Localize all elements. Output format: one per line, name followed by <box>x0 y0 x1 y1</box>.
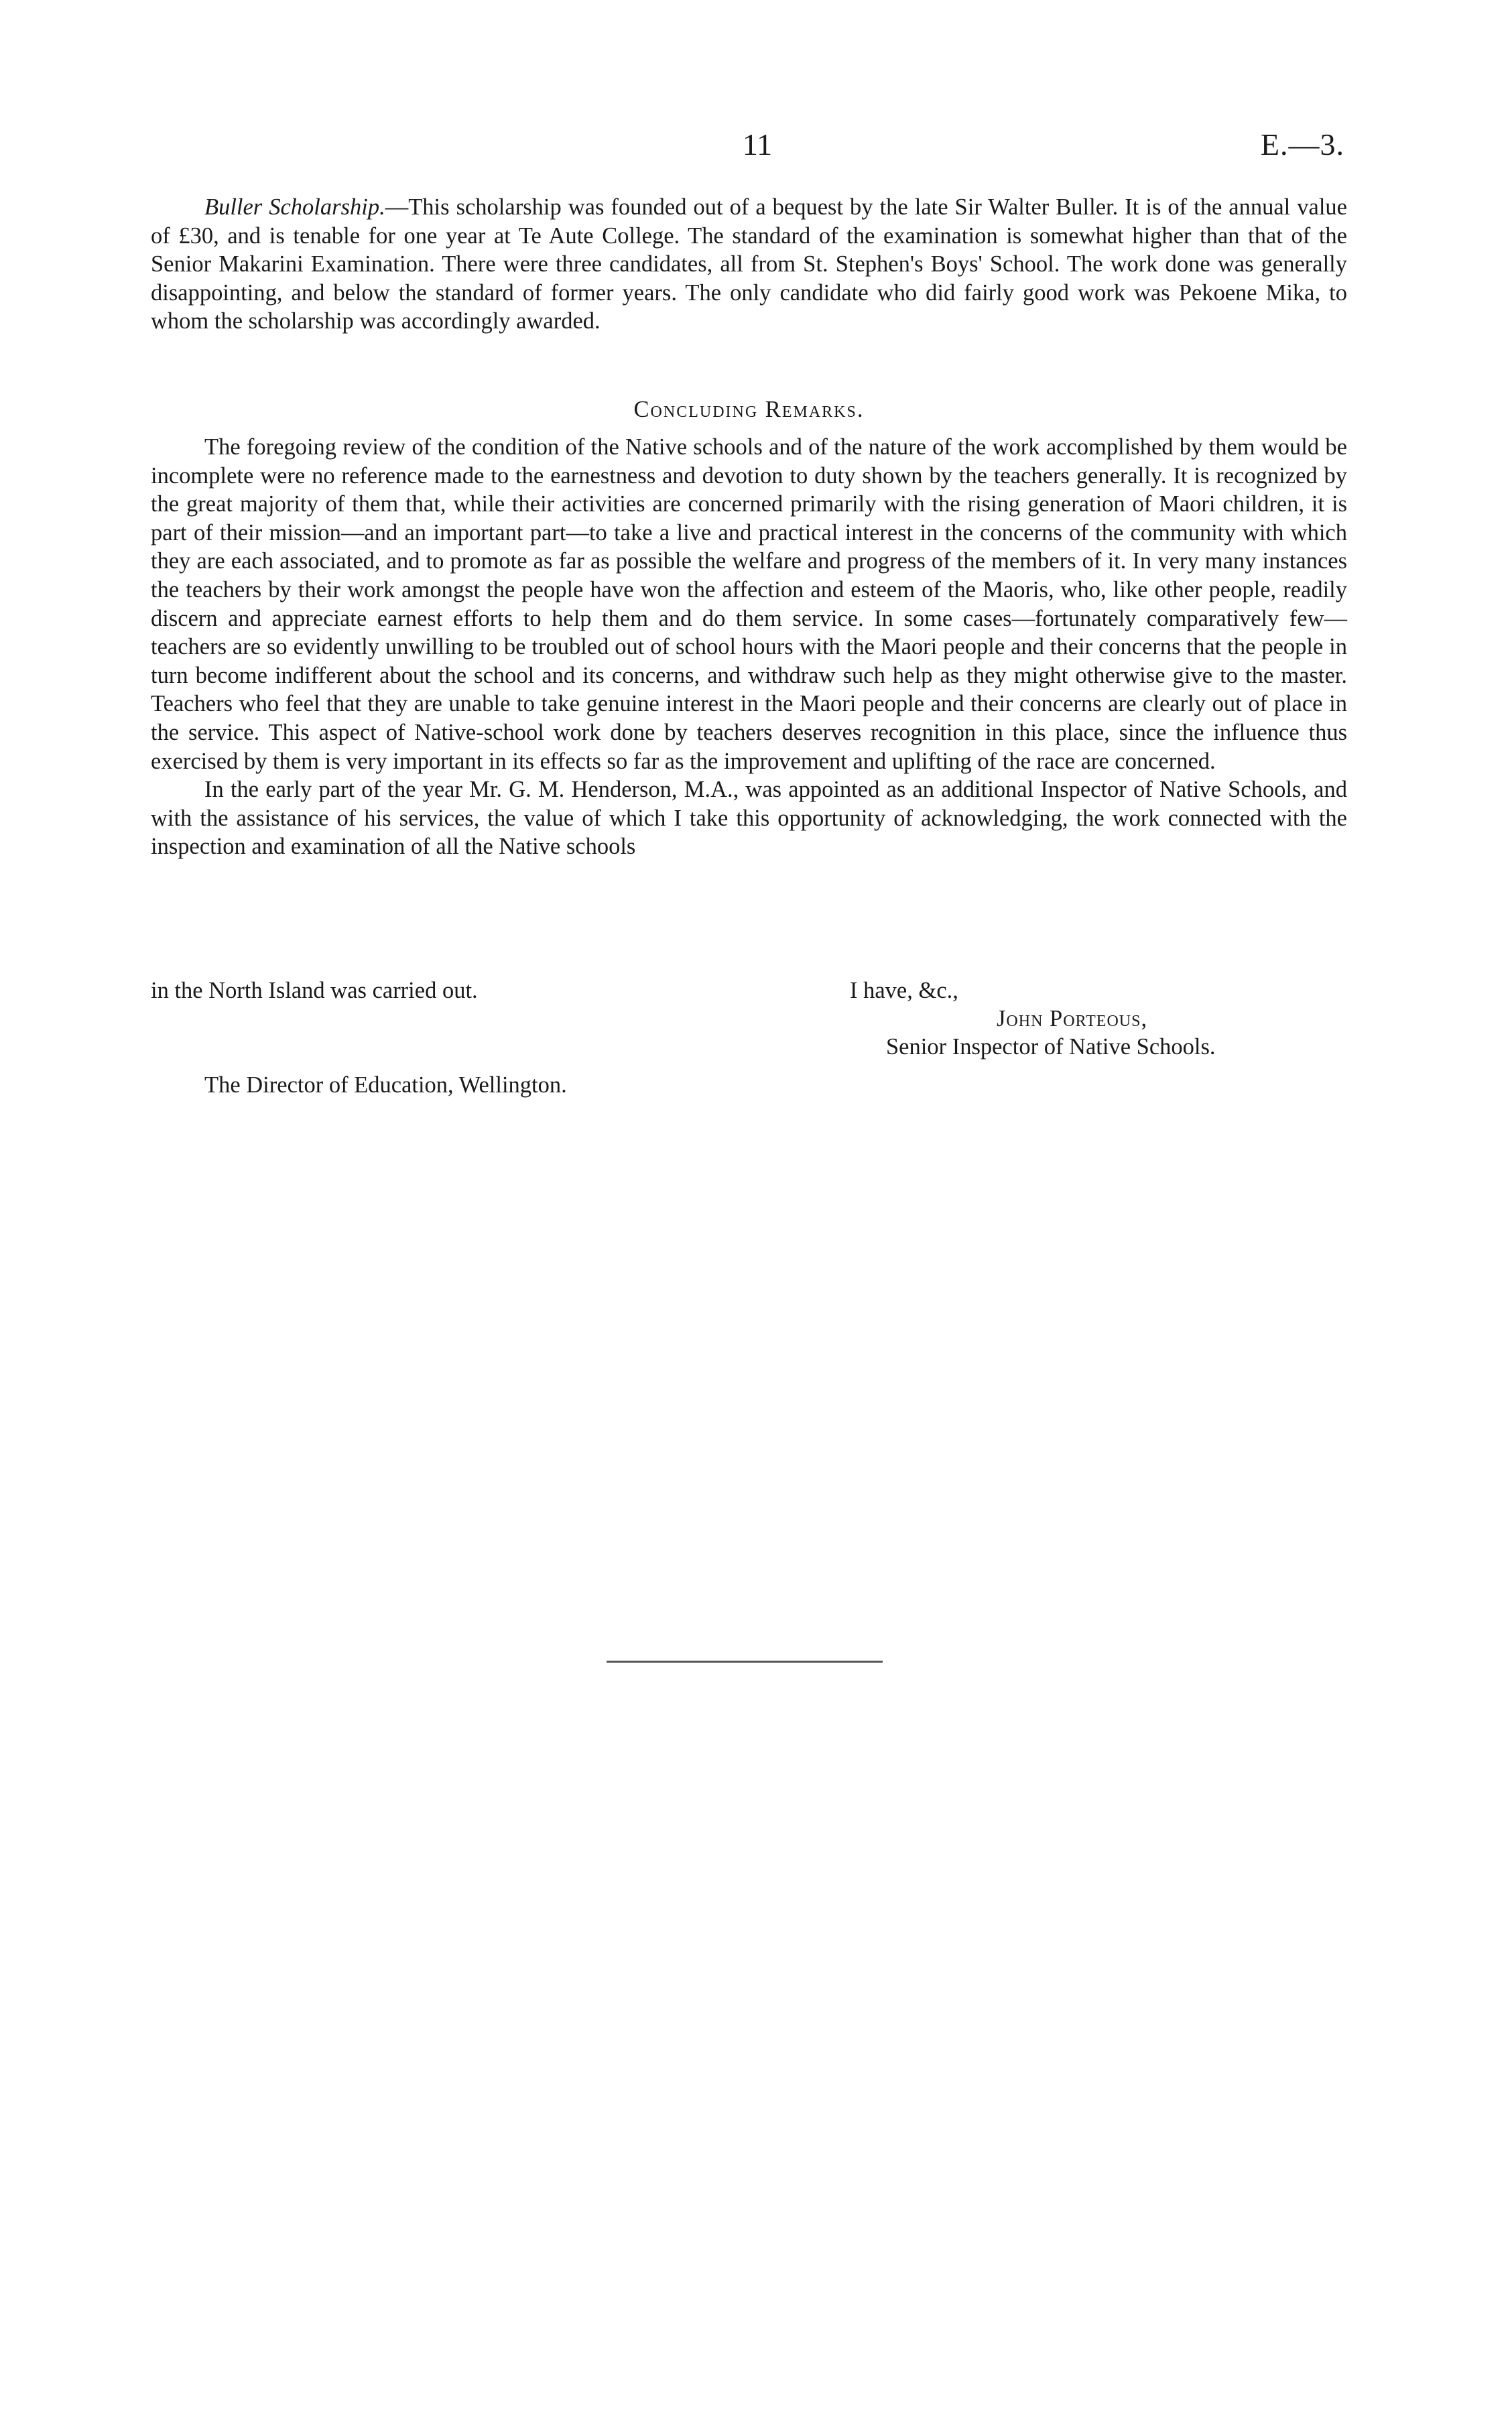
end-rule <box>607 1661 883 1663</box>
addressee: The Director of Education, Wellington. <box>204 1072 567 1098</box>
buller-scholarship-paragraph <box>151 193 1347 336</box>
document-reference: E.—3. <box>1260 127 1344 162</box>
closing-salutation: I have, &c., <box>850 978 958 1003</box>
signer-name: John Porteous, <box>997 1006 1148 1031</box>
buller-scholarship-section <box>151 193 1347 336</box>
concluding-paragraph-1: The foregoing review of the condition of the Native schools and of the nature of the work accomplished by them would be incomplete were no reference made to the earnestness and devotion to duty shown by the teachers generally. It is recognized by the great majority of them that, while their activities are concerned primarily with the rising generation of Maori children, it is part of their mission—and an important part—to take a live and practical interest in the concerns of the community with which they are each associated, and to promote as far as possible the welfare and progress of the members of it. In very many instances the teachers by their work amongst the people have won the affection and esteem of the Maoris, who, like other people, readily discern and appreciate earnest efforts to help them and do them service. In some cases—fortunately comparatively few—teachers are so evidently unwilling to be troubled out of school hours with the Maori people and their concerns that the people in turn become indifferent about the school and its concerns, and withdraw such help as they might otherwise give to the master. Teachers who feel that they are unable to take genuine interest in the Maori people and their concerns are clearly out of place in the service. This aspect of Native-school work done by teachers deserves recognition in this place, since the influence thus exercised by them is very important in its effects so far as the improvement and uplifting of the race are concerned. <box>151 434 1347 774</box>
concluding-remarks-section <box>151 433 1347 861</box>
buller-scholarship-heading: Buller Scholarship. <box>204 194 385 220</box>
signer-title: Senior Inspector of Native Schools. <box>886 1034 1216 1060</box>
concluding-paragraph-2: In the early part of the year Mr. G. M. Henderson, M.A., was appointed as an additional Inspector of Native Schools, and with the assistance of his services, the value of which I take this opportunity of acknowledging, the work connected with the inspection and examination of all the Native schools <box>151 777 1347 860</box>
page-number: 11 <box>742 127 773 162</box>
concluding-paragraph-2-last-line: in the North Island was carried out. <box>151 978 478 1003</box>
concluding-remarks-heading: Concluding Remarks. <box>633 397 865 422</box>
buller-scholarship-text: —This scholarship was founded out of a bequest by the late Sir Walter Buller. It is of the annual value of £30, and is tenable for one year at Te Aute College. The standard of the examination is somewhat higher than that of the Senior Makarini Examination. There were three candidates, all from St. Stephen's Boys' School. The work done was generally disappointing, and below the standard of former years. The only candidate who did fairly good work was Pekoene Mika, to whom the scholarship was accordingly awarded. <box>151 194 1347 334</box>
